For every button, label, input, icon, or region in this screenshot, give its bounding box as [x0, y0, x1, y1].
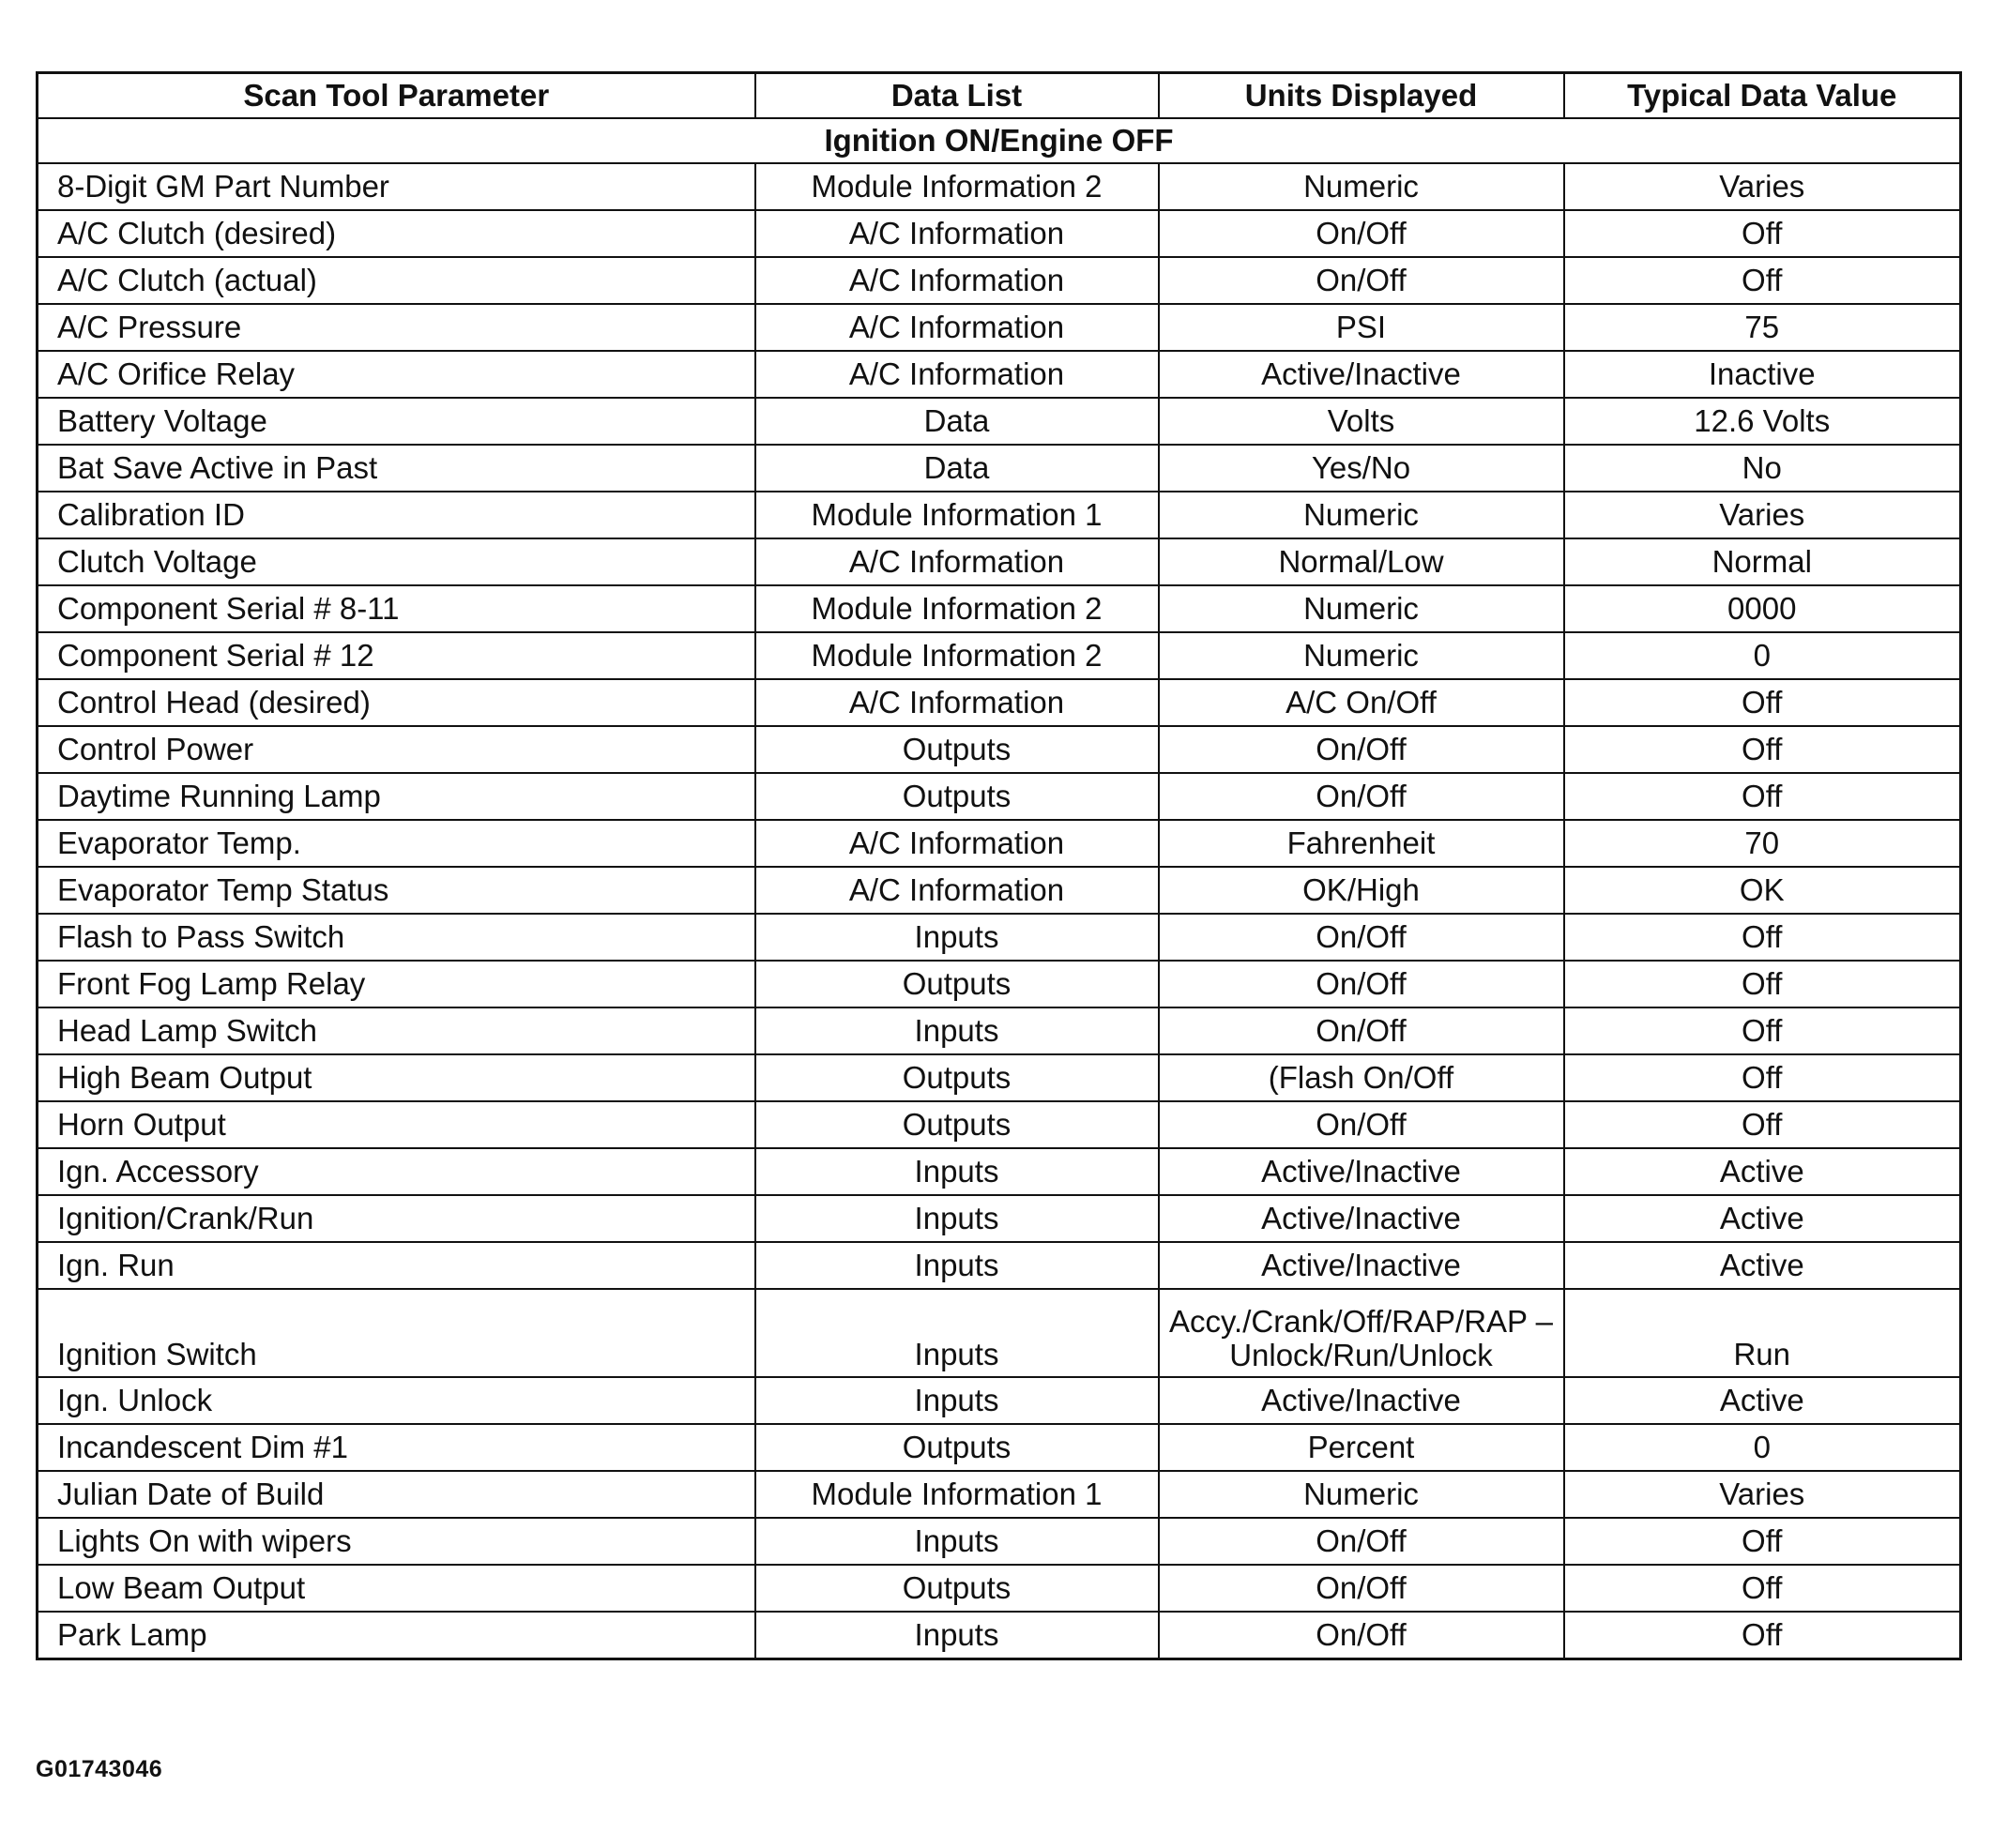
- data-list-cell: Module Information 1: [755, 1471, 1159, 1518]
- table-row: [38, 1054, 1961, 1101]
- table-row: [38, 961, 1961, 1007]
- units-cell: Active/Inactive: [1159, 1148, 1564, 1195]
- parameter-cell: Lights On with wipers: [38, 1518, 755, 1565]
- units-cell: Numeric: [1159, 163, 1564, 210]
- data-list-cell: Inputs: [755, 1612, 1159, 1659]
- typical-value-cell: Normal: [1564, 538, 1961, 585]
- data-list-cell: Inputs: [755, 1377, 1159, 1424]
- typical-value-cell: Active: [1564, 1148, 1961, 1195]
- table-row: [38, 351, 1961, 398]
- typical-value-cell: No: [1564, 445, 1961, 492]
- parameter-cell: Ign. Run: [38, 1242, 755, 1289]
- typical-value-cell: 0000: [1564, 585, 1961, 632]
- typical-value-cell: Varies: [1564, 163, 1961, 210]
- typical-value-cell: Off: [1564, 210, 1961, 257]
- table-row: [38, 1565, 1961, 1612]
- units-cell: Numeric: [1159, 492, 1564, 538]
- parameter-cell: 8-Digit GM Part Number: [38, 163, 755, 210]
- units-cell: Active/Inactive: [1159, 1242, 1564, 1289]
- typical-value-cell: Inactive: [1564, 351, 1961, 398]
- units-cell: Percent: [1159, 1424, 1564, 1471]
- parameter-cell: Component Serial # 8-11: [38, 585, 755, 632]
- typical-value-cell: Off: [1564, 726, 1961, 773]
- table-row: [38, 1242, 1961, 1289]
- table-row: [38, 1101, 1961, 1148]
- units-cell: On/Off: [1159, 1518, 1564, 1565]
- parameter-cell: Flash to Pass Switch: [38, 914, 755, 961]
- data-list-cell: A/C Information: [755, 679, 1159, 726]
- units-cell: On/Off: [1159, 1565, 1564, 1612]
- typical-value-cell: Off: [1564, 1565, 1961, 1612]
- parameter-cell: Julian Date of Build: [38, 1471, 755, 1518]
- parameter-cell: Ign. Unlock: [38, 1377, 755, 1424]
- table-row: [38, 445, 1961, 492]
- typical-value-cell: Off: [1564, 961, 1961, 1007]
- data-list-cell: Inputs: [755, 1007, 1159, 1054]
- table-row: [38, 914, 1961, 961]
- data-list-cell: A/C Information: [755, 210, 1159, 257]
- data-list-cell: A/C Information: [755, 351, 1159, 398]
- units-cell: OK/High: [1159, 867, 1564, 914]
- typical-value-cell: 0: [1564, 632, 1961, 679]
- table-row: [38, 163, 1961, 210]
- units-cell: A/C On/Off: [1159, 679, 1564, 726]
- column-header-typical-value: Typical Data Value: [1564, 73, 1961, 119]
- parameter-cell: Daytime Running Lamp: [38, 773, 755, 820]
- table-row: [38, 867, 1961, 914]
- typical-value-cell: 0: [1564, 1424, 1961, 1471]
- typical-value-cell: Off: [1564, 773, 1961, 820]
- data-list-cell: Outputs: [755, 773, 1159, 820]
- data-list-cell: Outputs: [755, 1424, 1159, 1471]
- parameter-cell: Park Lamp: [38, 1612, 755, 1659]
- typical-value-cell: Varies: [1564, 1471, 1961, 1518]
- table-row: [38, 1424, 1961, 1471]
- typical-value-cell: OK: [1564, 867, 1961, 914]
- data-list-cell: A/C Information: [755, 538, 1159, 585]
- data-list-cell: Module Information 2: [755, 163, 1159, 210]
- table-row: [38, 632, 1961, 679]
- parameter-cell: Bat Save Active in Past: [38, 445, 755, 492]
- data-list-cell: Outputs: [755, 726, 1159, 773]
- data-list-cell: Inputs: [755, 1242, 1159, 1289]
- units-cell: Active/Inactive: [1159, 351, 1564, 398]
- typical-value-cell: Off: [1564, 1054, 1961, 1101]
- data-list-cell: A/C Information: [755, 257, 1159, 304]
- column-header-data-list: Data List: [755, 73, 1159, 119]
- table-row: [38, 1471, 1961, 1518]
- table-row: [38, 1007, 1961, 1054]
- data-list-cell: Outputs: [755, 1054, 1159, 1101]
- units-cell: PSI: [1159, 304, 1564, 351]
- parameter-cell: A/C Pressure: [38, 304, 755, 351]
- data-list-cell: Inputs: [755, 914, 1159, 961]
- units-cell: On/Off: [1159, 1101, 1564, 1148]
- parameter-cell: A/C Orifice Relay: [38, 351, 755, 398]
- section-row: [38, 118, 1961, 163]
- parameter-cell: Ignition/Crank/Run: [38, 1195, 755, 1242]
- section-title: Ignition ON/Engine OFF: [38, 118, 1961, 163]
- units-cell: On/Off: [1159, 914, 1564, 961]
- scan-tool-data-table: [36, 71, 1962, 1660]
- typical-value-cell: Off: [1564, 1007, 1961, 1054]
- data-list-cell: Inputs: [755, 1518, 1159, 1565]
- units-cell: On/Off: [1159, 726, 1564, 773]
- units-cell: Active/Inactive: [1159, 1377, 1564, 1424]
- table-row: [38, 1289, 1961, 1377]
- units-cell: Accy./Crank/Off/RAP/RAP –Unlock/Run/Unlock: [1159, 1289, 1564, 1377]
- parameter-cell: Clutch Voltage: [38, 538, 755, 585]
- units-cell: On/Off: [1159, 257, 1564, 304]
- typical-value-cell: Off: [1564, 1101, 1961, 1148]
- column-header-parameter: Scan Tool Parameter: [38, 73, 755, 119]
- parameter-cell: Control Head (desired): [38, 679, 755, 726]
- units-cell: Numeric: [1159, 1471, 1564, 1518]
- table-row: [38, 820, 1961, 867]
- data-list-cell: Module Information 2: [755, 632, 1159, 679]
- parameter-cell: Battery Voltage: [38, 398, 755, 445]
- parameter-cell: A/C Clutch (actual): [38, 257, 755, 304]
- parameter-cell: Horn Output: [38, 1101, 755, 1148]
- units-cell: On/Off: [1159, 961, 1564, 1007]
- parameter-cell: Incandescent Dim #1: [38, 1424, 755, 1471]
- data-list-cell: A/C Information: [755, 867, 1159, 914]
- typical-value-cell: Varies: [1564, 492, 1961, 538]
- parameter-cell: Head Lamp Switch: [38, 1007, 755, 1054]
- units-cell: Numeric: [1159, 585, 1564, 632]
- data-list-cell: Data: [755, 445, 1159, 492]
- column-header-units: Units Displayed: [1159, 73, 1564, 119]
- units-cell: On/Off: [1159, 210, 1564, 257]
- units-cell: Fahrenheit: [1159, 820, 1564, 867]
- units-cell: (Flash On/Off: [1159, 1054, 1564, 1101]
- units-cell: Normal/Low: [1159, 538, 1564, 585]
- units-cell: On/Off: [1159, 773, 1564, 820]
- table-row: [38, 492, 1961, 538]
- data-list-cell: Module Information 1: [755, 492, 1159, 538]
- data-list-cell: Outputs: [755, 1565, 1159, 1612]
- parameter-cell: Control Power: [38, 726, 755, 773]
- table-row: [38, 538, 1961, 585]
- data-list-cell: Inputs: [755, 1289, 1159, 1377]
- data-list-cell: Module Information 2: [755, 585, 1159, 632]
- data-list-cell: Data: [755, 398, 1159, 445]
- data-list-cell: Outputs: [755, 961, 1159, 1007]
- parameter-cell: Front Fog Lamp Relay: [38, 961, 755, 1007]
- table-row: [38, 1612, 1961, 1659]
- parameter-cell: Low Beam Output: [38, 1565, 755, 1612]
- data-list-cell: Inputs: [755, 1148, 1159, 1195]
- units-cell: Volts: [1159, 398, 1564, 445]
- table-row: [38, 585, 1961, 632]
- typical-value-cell: Off: [1564, 914, 1961, 961]
- typical-value-cell: Off: [1564, 1518, 1961, 1565]
- data-list-cell: Inputs: [755, 1195, 1159, 1242]
- typical-value-cell: 75: [1564, 304, 1961, 351]
- parameter-cell: High Beam Output: [38, 1054, 755, 1101]
- parameter-cell: Ignition Switch: [38, 1289, 755, 1377]
- parameter-cell: Component Serial # 12: [38, 632, 755, 679]
- parameter-cell: Ign. Accessory: [38, 1148, 755, 1195]
- data-list-cell: Outputs: [755, 1101, 1159, 1148]
- data-list-cell: A/C Information: [755, 304, 1159, 351]
- units-cell: On/Off: [1159, 1007, 1564, 1054]
- units-cell: On/Off: [1159, 1612, 1564, 1659]
- table-row: [38, 257, 1961, 304]
- units-cell: Active/Inactive: [1159, 1195, 1564, 1242]
- data-list-cell: A/C Information: [755, 820, 1159, 867]
- typical-value-cell: Off: [1564, 1612, 1961, 1659]
- table-row: [38, 304, 1961, 351]
- table-row: [38, 679, 1961, 726]
- parameter-cell: Calibration ID: [38, 492, 755, 538]
- units-cell: Numeric: [1159, 632, 1564, 679]
- parameter-cell: Evaporator Temp Status: [38, 867, 755, 914]
- typical-value-cell: 12.6 Volts: [1564, 398, 1961, 445]
- table-row: [38, 210, 1961, 257]
- table-row: [38, 1377, 1961, 1424]
- table-row: [38, 1195, 1961, 1242]
- table-row: [38, 1518, 1961, 1565]
- typical-value-cell: Active: [1564, 1195, 1961, 1242]
- parameter-cell: Evaporator Temp.: [38, 820, 755, 867]
- typical-value-cell: Off: [1564, 257, 1961, 304]
- table-row: [38, 398, 1961, 445]
- typical-value-cell: Active: [1564, 1377, 1961, 1424]
- parameter-cell: A/C Clutch (desired): [38, 210, 755, 257]
- typical-value-cell: Off: [1564, 679, 1961, 726]
- table-row: [38, 726, 1961, 773]
- typical-value-cell: Active: [1564, 1242, 1961, 1289]
- units-cell: Yes/No: [1159, 445, 1564, 492]
- table-row: [38, 1148, 1961, 1195]
- typical-value-cell: 70: [1564, 820, 1961, 867]
- typical-value-cell: Run: [1564, 1289, 1961, 1377]
- header-row: [38, 73, 1961, 119]
- table-row: [38, 773, 1961, 820]
- figure-id: G01743046: [36, 1756, 163, 1782]
